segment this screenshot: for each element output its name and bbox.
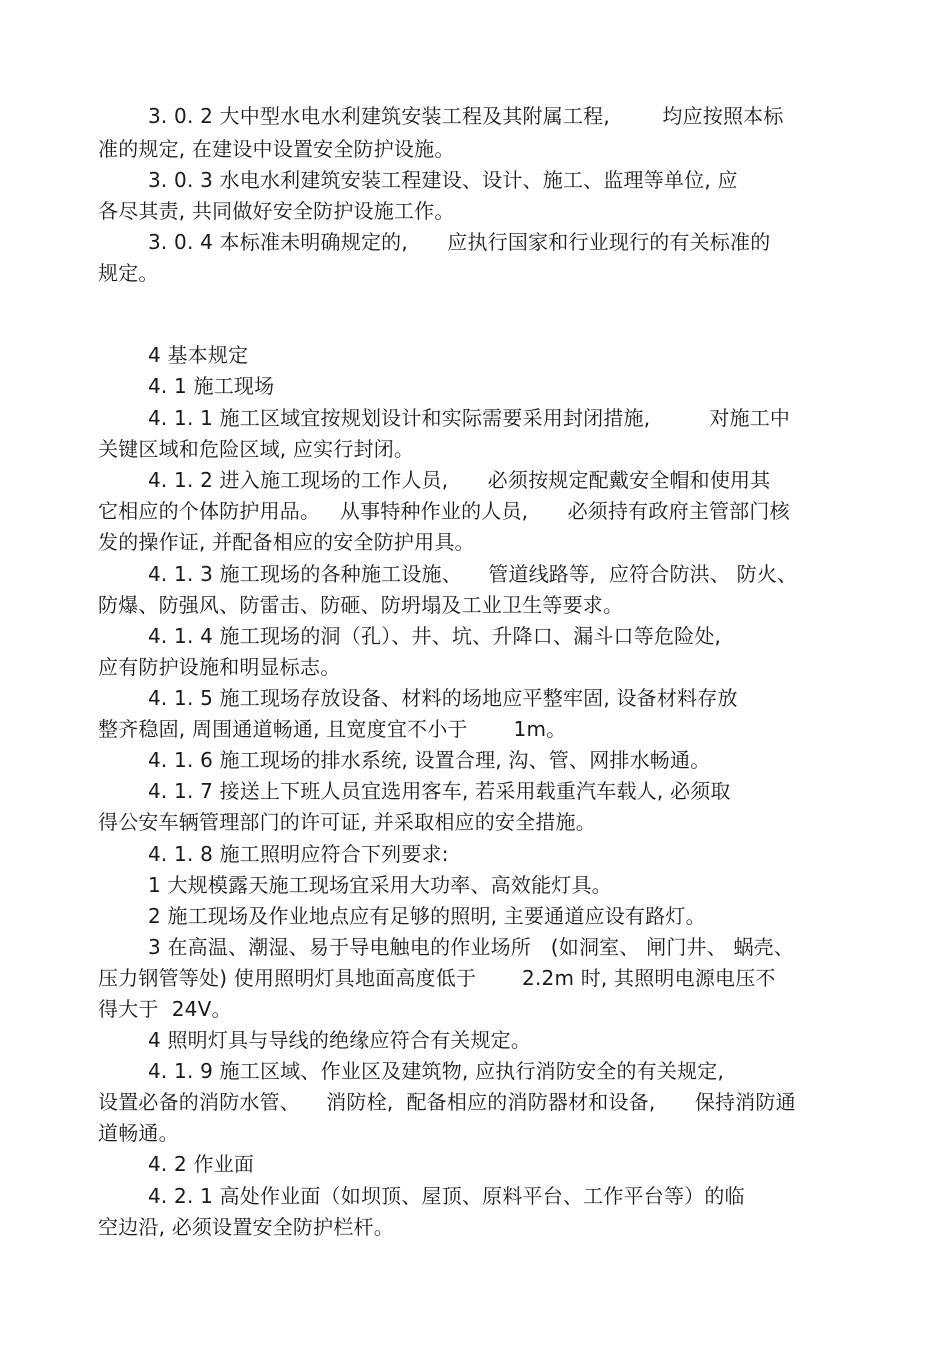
- item-4: 4 照明灯具与导线的绝缘应符合有关规定。: [148, 1028, 532, 1052]
- para-4-1-5-line2: 整齐稳固, 周围通道畅通, 且宽度宜不小于 1m。: [98, 717, 567, 741]
- heading-4-1: 4. 1 施工现场: [148, 374, 275, 398]
- para-4-2-1-line1: 4. 2. 1 高处作业面（如坝顶、屋顶、原料平台、工作平台等）的临: [148, 1184, 745, 1208]
- para-3-0-2-line2: 准的规定, 在建设中设置安全防护设施。: [98, 137, 455, 161]
- para-4-1-6: 4. 1. 6 施工现场的排水系统, 设置合理, 沟、管、网排水畅通。: [148, 748, 711, 772]
- para-4-1-1-line2: 关键区域和危险区域, 应实行封闭。: [98, 437, 415, 461]
- para-3-0-4-line2: 规定。: [98, 261, 159, 285]
- para-4-1-4-line1: 4. 1. 4 施工现场的洞（孔）、井、坑、升降口、漏斗口等危险处,: [148, 624, 722, 648]
- para-4-1-2-line3: 发的操作证, 并配备相应的安全防护用具。: [98, 530, 475, 554]
- para-3-0-3-line2: 各尽其责, 共同做好安全防护设施工作。: [98, 199, 455, 223]
- para-4-1-8: 4. 1. 8 施工照明应符合下列要求:: [148, 842, 449, 866]
- para-4-1-7-line1: 4. 1. 7 接送上下班人员宜选用客车, 若采用载重汽车载人, 必须取: [148, 779, 731, 803]
- para-3-0-4-line1: 3. 0. 4 本标准未明确规定的, 应执行国家和行业现行的有关标准的: [148, 230, 771, 254]
- para-4-1-9-line1: 4. 1. 9 施工区域、作业区及建筑物, 应执行消防安全的有关规定,: [148, 1059, 725, 1083]
- para-4-1-9-line3: 道畅通。: [98, 1121, 179, 1145]
- item-3-line2: 压力钢管等处) 使用照明灯具地面高度低于 2.2m 时, 其照明电源电压不: [98, 966, 776, 990]
- para-4-2-1-line2: 空边沿, 必须设置安全防护栏杆。: [98, 1215, 394, 1239]
- para-4-1-3-line1: 4. 1. 3 施工现场的各种施工设施、 管道线路等, 应符合防洪、 防火、: [148, 562, 798, 586]
- para-3-0-2-line1: 3. 0. 2 大中型水电水利建筑安装工程及其附属工程, 均应按照本标: [148, 104, 784, 128]
- para-4-1-4-line2: 应有防护设施和明显标志。: [98, 655, 341, 679]
- para-4-1-9-line2: 设置必备的消防水管、 消防栓, 配备相应的消防器材和设备, 保持消防通: [98, 1090, 796, 1114]
- para-4-1-2-line1: 4. 1. 2 进入施工现场的工作人员, 必须按规定配戴安全帽和使用其: [148, 468, 771, 492]
- para-4-1-5-line1: 4. 1. 5 施工现场存放设备、材料的场地应平整牢固, 设备材料存放: [148, 686, 738, 710]
- para-4-1-1-line1: 4. 1. 1 施工区域宜按规划设计和实际需要采用封闭措施, 对施工中: [148, 406, 791, 430]
- para-3-0-3-line1: 3. 0. 3 水电水利建筑安装工程建设、设计、施工、监理等单位, 应: [148, 168, 738, 192]
- item-2: 2 施工现场及作业地点应有足够的照明, 主要通道应设有路灯。: [148, 904, 706, 928]
- para-4-1-7-line2: 得公安车辆管理部门的许可证, 并采取相应的安全措施。: [98, 810, 596, 834]
- heading-4-2: 4. 2 作业面: [148, 1152, 255, 1176]
- para-4-1-3-line2: 防爆、防强风、防雷击、防砸、防坍塌及工业卫生等要求。: [98, 593, 624, 617]
- item-1: 1 大规模露天施工现场宜采用大功率、高效能灯具。: [148, 873, 612, 897]
- para-4-1-2-line2: 它相应的个体防护用品。 从事特种作业的人员, 必须持有政府主管部门核: [98, 499, 790, 523]
- item-3-line1: 3 在高温、潮湿、易于导电触电的作业场所 (如洞室、 闸门井、 蜗壳、: [148, 935, 795, 959]
- item-3-line3: 得大于 24V。: [98, 997, 232, 1021]
- heading-4: 4 基本规定: [148, 343, 249, 367]
